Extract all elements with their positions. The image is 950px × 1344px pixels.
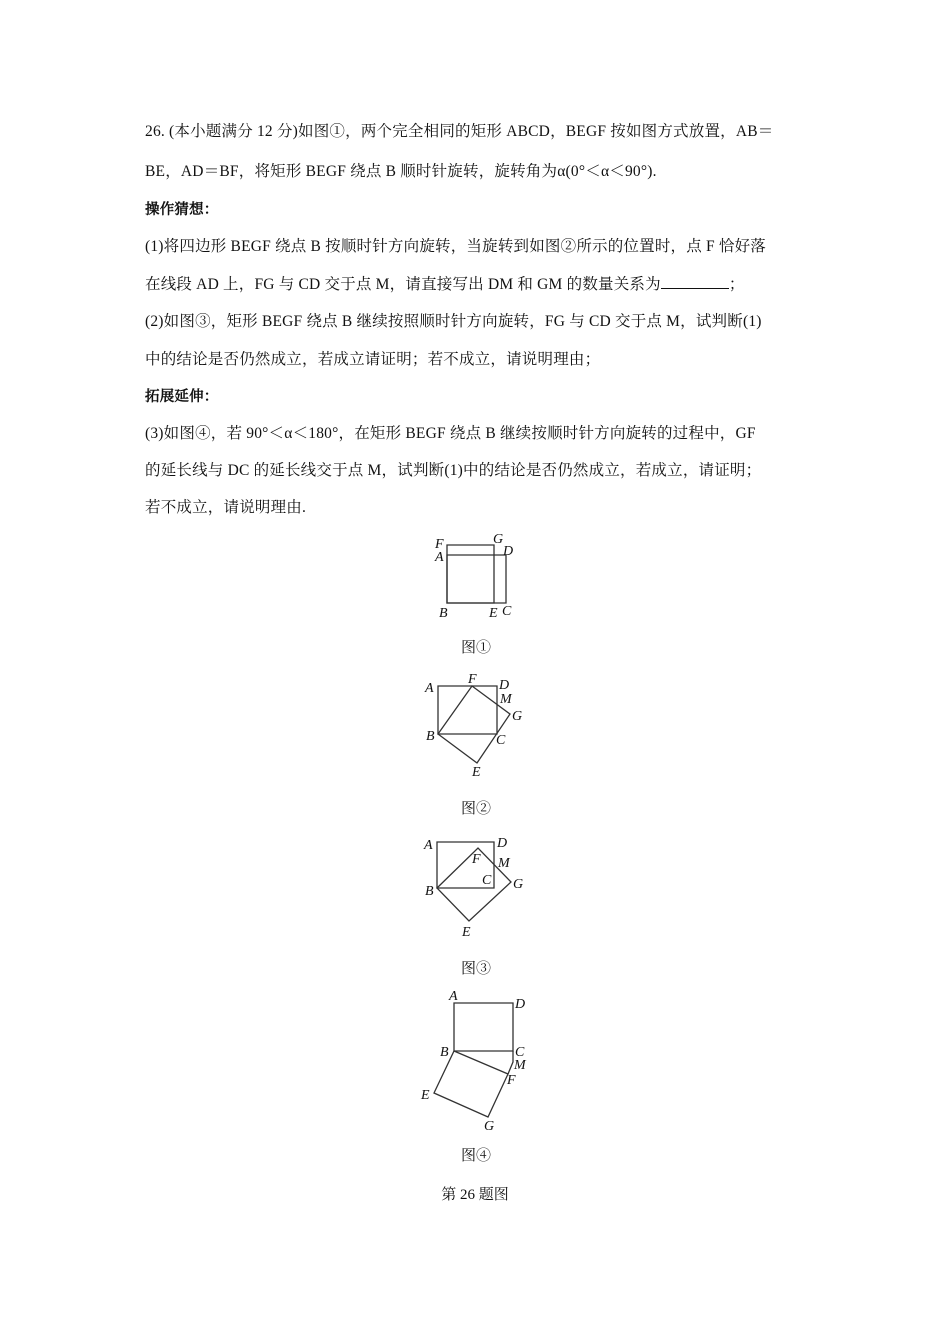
label-C: C xyxy=(496,733,506,748)
figure-4-caption: 图④ xyxy=(460,1148,491,1164)
label-B: B xyxy=(425,884,434,899)
label-E: E xyxy=(472,765,481,780)
label-C: C xyxy=(515,1045,525,1060)
label-M: M xyxy=(500,692,512,707)
label-G: G xyxy=(513,877,524,892)
question-3-line-1: (3)如图④，若 90°＜α＜180°，在矩形 BEGF 绕点 B 继续按顺时针方向旋转的过程中，GF xyxy=(145,425,756,442)
label-F: F xyxy=(507,1073,516,1088)
label-F: F xyxy=(468,672,477,687)
question-3-line-2: 的延长线与 DC 的延长线交于点 M，试判断(1)中的结论是否仍然成立，若成立，请证明； xyxy=(145,462,762,479)
figure-1-caption: 图① xyxy=(460,640,491,656)
label-G: G xyxy=(493,532,504,547)
label-F: F xyxy=(472,852,481,867)
label-A: A xyxy=(425,681,434,696)
label-G: G xyxy=(484,1119,495,1134)
label-G: G xyxy=(512,709,523,724)
question-1-end: ； xyxy=(728,276,745,293)
label-M: M xyxy=(498,856,510,871)
section-heading-guess: 操作猜想： xyxy=(145,202,219,218)
label-D: D xyxy=(515,997,526,1012)
label-D: D xyxy=(499,678,510,693)
label-C: C xyxy=(502,604,512,619)
label-D: D xyxy=(503,544,514,559)
question-1-line-1: (1)将四边形 BEGF 绕点 B 按顺时针方向旋转，当旋转到如图②所示的位置时，点 F 恰好落 xyxy=(145,238,767,255)
label-E: E xyxy=(462,925,471,940)
label-A: A xyxy=(449,989,458,1004)
label-B: B xyxy=(426,729,435,744)
footer-caption: 第 26 题图 xyxy=(441,1187,509,1203)
figure-2-caption: 图② xyxy=(460,801,491,817)
question-1-text: 在线段 AD 上，FG 与 CD 交于点 M，请直接写出 DM 和 GM 的数量关系为 xyxy=(145,276,661,293)
figure-3-caption: 图③ xyxy=(460,961,491,977)
label-A: A xyxy=(424,838,433,853)
label-F: F xyxy=(435,537,444,552)
problem-line-1: 26. (本小题满分 12 分)如图①，两个完全相同的矩形 ABCD，BEGF 按如图方式放置，AB＝ xyxy=(145,123,774,140)
label-A: A xyxy=(435,550,444,565)
label-B: B xyxy=(440,1045,449,1060)
label-B: B xyxy=(439,606,448,621)
label-D: D xyxy=(497,836,508,851)
question-2-line-2: 中的结论是否仍然成立，若成立请证明；若不成立，请说明理由； xyxy=(145,351,601,368)
label-E: E xyxy=(421,1088,430,1103)
problem-line-2: BE，AD＝BF，将矩形 BEGF 绕点 B 顺时针旋转，旋转角为α(0°＜α＜90°). xyxy=(145,163,657,180)
question-2-line-1: (2)如图③，矩形 BEGF 绕点 B 继续按照顺时针方向旋转，FG 与 CD 交于点 M，试判断(1) xyxy=(145,313,762,330)
section-heading-extension: 拓展延伸： xyxy=(145,389,219,405)
label-E: E xyxy=(489,606,498,621)
question-3-line-3: 若不成立，请说明理由. xyxy=(145,499,307,516)
label-C: C xyxy=(482,873,492,888)
label-M: M xyxy=(514,1058,526,1073)
